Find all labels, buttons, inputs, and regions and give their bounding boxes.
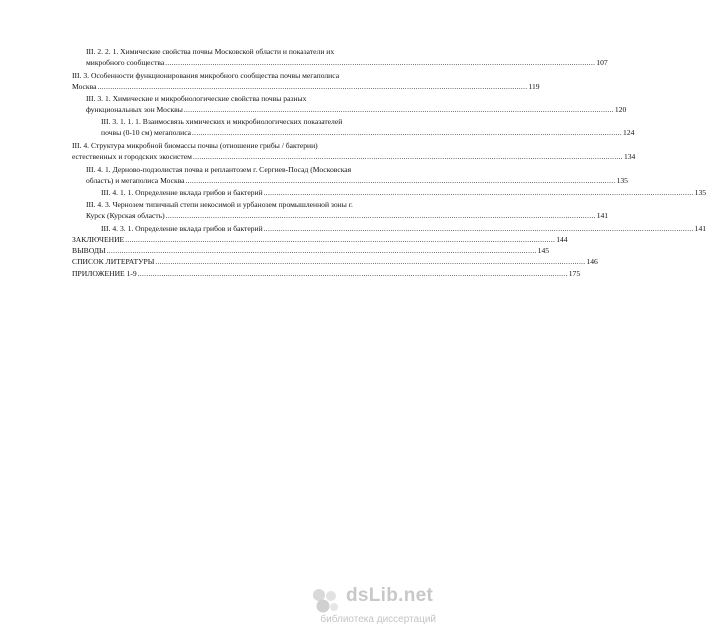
toc-entry-text: Москва	[72, 82, 97, 91]
toc-page-number: 120	[614, 105, 627, 114]
toc-page-number: 175	[568, 269, 581, 278]
toc-entry-text: ЗАКЛЮЧЕНИЕ	[72, 235, 125, 244]
toc-dot-leader: ........................................................................................................................................................................................................	[106, 247, 537, 255]
toc-page-number: 141	[694, 224, 706, 233]
toc-entry-text: III. 4. 1. Дерново-подзолистая почва и реплантозем г. Сергиев-Посад (Московская	[86, 165, 352, 174]
toc-page-number: 124	[623, 128, 635, 137]
dslib-logo-icon	[310, 586, 340, 614]
toc-dot-leader: ........................................................................................................................................................................................................	[137, 270, 568, 278]
toc-entry-text: III. 3. 1. Химические и микробиологические свойства почвы разных	[86, 94, 307, 103]
toc-entry[interactable]	[72, 70, 540, 93]
toc-entry-text: область) и мегаполиса Москва	[86, 176, 185, 185]
toc-entry-text: микробного сообщества	[86, 58, 165, 67]
toc-entry-text: III. 2. 2. 1. Химические свойства почвы Московской области и показатели их	[86, 47, 335, 56]
toc-page-number: 135	[694, 188, 706, 197]
toc-entry[interactable]	[86, 46, 608, 69]
toc-entry-text: ПРИЛОЖЕНИЕ 1-9	[72, 269, 137, 278]
toc-page-number: 144	[556, 235, 568, 244]
dslib-watermark	[308, 583, 438, 629]
toc-entry-text: Курск (Курская область)	[86, 211, 165, 220]
watermark-subtitle: библиотека диссертаций	[320, 614, 436, 625]
toc-entry-text: функциональных зон Москвы	[86, 105, 183, 114]
toc-entry-text: III. 4. 3. Чернозем типичный степи некосимой и урбанозем промышленной зоны г.	[86, 200, 353, 209]
toc-dot-leader: ........................................................................................................................................................................................................	[155, 258, 586, 266]
toc-entry[interactable]	[101, 116, 635, 139]
toc-entry-text: III. 4. Структура микробной биомассы почвы (отношение грибы / бактерии)	[72, 141, 318, 150]
toc-page-number: 146	[586, 257, 598, 266]
toc-dot-leader: ........................................................................................................................................................................................................	[183, 106, 614, 114]
toc-entry-text: III. 3. Особенности функционирования микробного сообщества почвы мегаполиса	[72, 71, 340, 80]
toc-entry-text: естественных и городских экосистем	[72, 152, 192, 161]
toc-dot-leader: ........................................................................................................................................................................................................	[165, 212, 596, 220]
toc-page-number: 135	[616, 176, 628, 185]
toc-entry[interactable]	[86, 199, 609, 222]
toc-entry-text: III. 4. 3. 1. Определение вклада грибов и бактерий	[101, 224, 263, 233]
toc-dot-leader: ........................................................................................................................................................................................................	[192, 153, 623, 161]
toc-dot-leader: ........................................................................................................................................................................................................	[165, 59, 596, 67]
toc-dot-leader: ........................................................................................................................................................................................................	[263, 225, 694, 233]
toc-page-number: 134	[623, 152, 636, 161]
toc-dot-leader: ........................................................................................................................................................................................................	[97, 83, 528, 91]
toc-page-number: 119	[528, 82, 540, 91]
toc-entry[interactable]	[101, 187, 706, 199]
toc-entry[interactable]	[72, 140, 636, 163]
toc-entry[interactable]	[86, 164, 628, 187]
toc-dot-leader: ........................................................................................................................................................................................................	[192, 129, 623, 137]
toc-entry-text: СПИСОК ЛИТЕРАТУРЫ	[72, 257, 155, 266]
toc-dot-leader: ........................................................................................................................................................................................................	[125, 236, 556, 244]
toc-entry[interactable]	[72, 256, 598, 268]
toc-dot-leader: ........................................................................................................................................................................................................	[263, 189, 694, 197]
toc-entry-text: ВЫВОДЫ	[72, 246, 106, 255]
toc-dot-leader: ........................................................................................................................................................................................................	[185, 177, 616, 185]
toc-page-number: 145	[537, 246, 550, 255]
toc-entry-text: III. 3. 1. 1. 1. Взаимосвязь химических и микробиологических показателей	[101, 117, 343, 126]
toc-entry[interactable]	[72, 268, 581, 280]
toc-entry-text: почвы (0-10 см) мегаполиса	[101, 128, 192, 137]
toc-entry[interactable]	[86, 93, 627, 116]
toc-entry-text: III. 4. 1. 1. Определение вклада грибов и бактерий	[101, 188, 263, 197]
toc-page-number: 141	[596, 211, 609, 220]
toc-page-number: 107	[596, 58, 608, 67]
watermark-brand: dsLib.net	[346, 585, 434, 606]
